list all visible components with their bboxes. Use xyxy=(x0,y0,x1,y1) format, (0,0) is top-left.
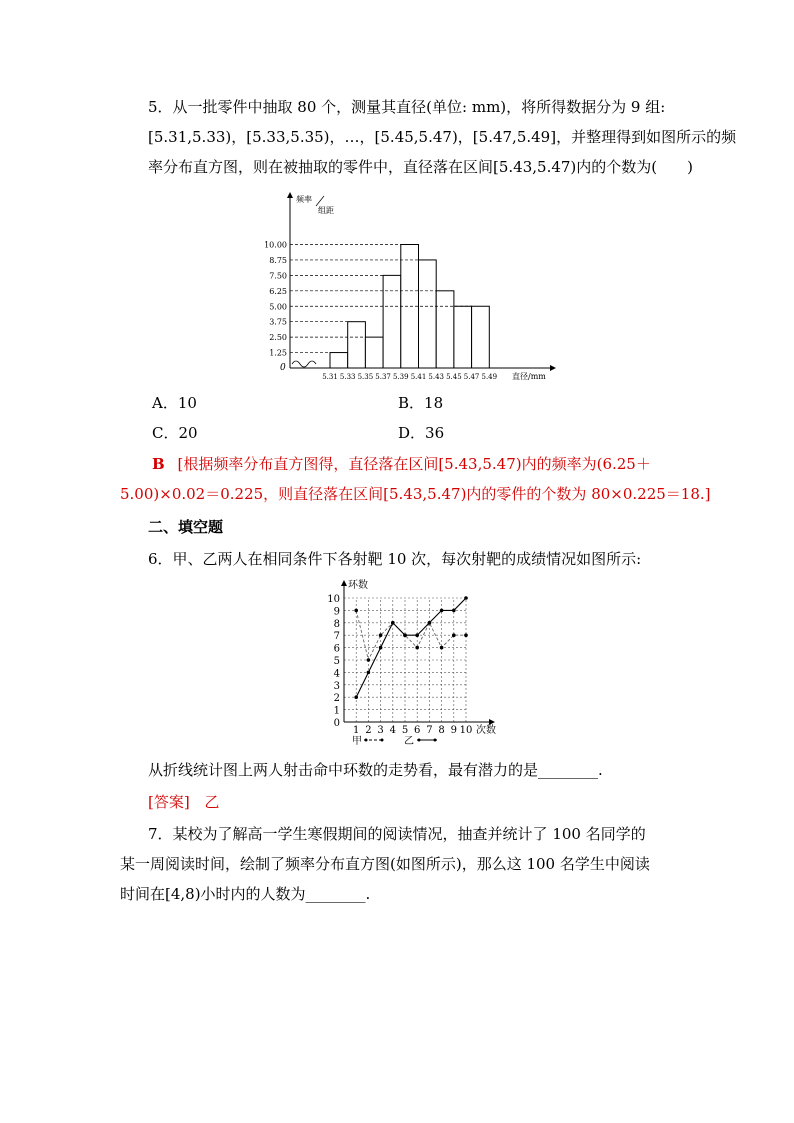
solution-line-1: [根据频率分布直方图得，直径落在区间[5.43,5.47)内的频率为(6.25＋ xyxy=(177,455,651,473)
data-point xyxy=(464,633,468,637)
y-tick-label: 8 xyxy=(333,618,340,630)
x-tick-label: 5.35 xyxy=(357,373,374,381)
y-tick-label: 5.00 xyxy=(269,302,287,312)
y-tick-label: 7.50 xyxy=(269,271,287,281)
x-axis-label: 次数 xyxy=(476,725,496,736)
q6-line-1: 6．甲、乙两人在相同条件下各射靶 10 次，每次射靶的成绩情况如图所示: xyxy=(148,550,642,568)
x-axis-label: 直径/mm xyxy=(512,372,546,381)
option-a: A．10 xyxy=(152,394,197,412)
data-point xyxy=(391,621,395,625)
x-tick-label: 6 xyxy=(414,725,421,736)
y-tick-label: 1 xyxy=(333,705,340,717)
legend-label-yi: 乙 xyxy=(404,736,414,747)
y-axis-label-slash xyxy=(316,196,324,206)
data-point xyxy=(354,609,358,613)
histogram-bar xyxy=(454,306,472,368)
x-tick-label: 7 xyxy=(426,725,433,736)
y-tick-label: 3.75 xyxy=(269,317,287,327)
y-tick-label: 6 xyxy=(333,643,340,655)
histogram-bar xyxy=(472,306,490,368)
solution-line-2: 5.00)×0.02＝0.225，则直径落在区间[5.43,5.47)内的零件的个数为 80×0.225＝18.] xyxy=(120,485,711,503)
x-tick-label: 5 xyxy=(401,725,409,736)
y-tick-label: 7 xyxy=(333,631,340,643)
data-point xyxy=(440,646,444,650)
data-point xyxy=(367,671,371,675)
histogram-chart xyxy=(250,190,560,385)
q5-line-2: [5.31,5.33)，[5.33,5.35)，…，[5.45,5.47)，[5.47,5.49]，并整理得到如图所示的频 xyxy=(148,128,737,146)
y-tick-label: 1.25 xyxy=(269,348,287,358)
x-tick-label: 4 xyxy=(389,725,396,736)
y-tick-label: 8.75 xyxy=(269,255,287,265)
answer-tag: [答案] xyxy=(148,793,190,811)
histogram-bar xyxy=(383,275,401,368)
axis-break xyxy=(292,361,316,367)
y-tick-label: 10.00 xyxy=(264,240,287,250)
data-point xyxy=(428,621,432,625)
q6-line-2: 从折线统计图上两人射击命中环数的走势看，最有潜力的是________. xyxy=(148,761,603,779)
x-tick-label: 5.43 xyxy=(428,373,444,381)
q5-line-3: 率分布直方图，则在被抽取的零件中，直径落在区间[5.43,5.47)内的个数为( ) xyxy=(148,158,693,176)
data-point xyxy=(403,633,407,637)
answer-letter: B xyxy=(152,455,165,473)
x-tick-label: 5.39 xyxy=(393,373,409,381)
histogram-bar xyxy=(436,291,454,368)
histogram-bar xyxy=(419,260,437,368)
y-axis-label-top: 频率 xyxy=(296,195,312,204)
y-tick-label: 2.50 xyxy=(269,333,287,343)
data-point xyxy=(464,596,468,600)
histogram-bar xyxy=(348,322,366,368)
data-point xyxy=(379,633,383,637)
y-axis-arrow xyxy=(341,580,347,586)
x-tick-label: 5.47 xyxy=(463,373,480,381)
data-point xyxy=(354,695,358,699)
x-tick-label: 2 xyxy=(365,725,372,736)
q5-line-1: 5．从一批零件中抽取 80 个，测量其直径(单位: mm)，将所得数据分为 9 组: xyxy=(148,98,666,116)
y-tick-label: 0 xyxy=(333,718,340,729)
y-tick-label: 9 xyxy=(333,606,340,618)
legend-label-jia: 甲 xyxy=(352,736,362,747)
y-tick-label: 5 xyxy=(333,656,340,667)
origin-label: 0 xyxy=(280,363,286,373)
y-tick-label: 4 xyxy=(333,668,340,680)
legend-dot xyxy=(434,739,437,742)
y-tick-label: 3 xyxy=(333,680,340,692)
data-point xyxy=(440,609,444,613)
option-b: B．18 xyxy=(398,394,444,412)
data-point xyxy=(379,646,383,650)
data-point xyxy=(452,633,456,637)
data-point xyxy=(452,609,456,613)
q7-line-2: 某一周阅读时间，绘制了频率分布直方图(如图所示)，那么这 100 名学生中阅读 xyxy=(120,855,650,873)
q6-answer: 乙 xyxy=(204,793,220,811)
x-tick-label: 5.31 xyxy=(322,373,338,381)
y-axis-label-bottom: 组距 xyxy=(318,206,334,215)
y-axis-label: 环数 xyxy=(348,580,368,591)
x-tick-label: 3 xyxy=(377,725,384,736)
y-tick-label: 6.25 xyxy=(269,286,287,296)
q7-line-1: 7．某校为了解高一学生寒假期间的阅读情况，抽查并统计了 100 名同学的 xyxy=(148,825,646,843)
x-axis-arrow xyxy=(550,365,556,371)
option-d: D．36 xyxy=(398,424,445,442)
x-tick-label: 5.49 xyxy=(481,373,498,381)
section-heading: 二、填空题 xyxy=(148,518,224,536)
data-point xyxy=(367,658,371,662)
x-tick-label: 5.45 xyxy=(446,373,462,381)
x-tick-label: 1 xyxy=(353,725,360,736)
histogram-bar xyxy=(330,353,348,368)
x-tick-label: 5.33 xyxy=(339,373,356,381)
x-tick-label: 9 xyxy=(450,725,457,736)
line-chart xyxy=(318,576,508,748)
x-tick-label: 5.37 xyxy=(375,373,391,381)
data-point xyxy=(415,646,419,650)
data-point xyxy=(415,633,419,637)
x-tick-label: 8 xyxy=(438,725,445,736)
x-tick-label: 10 xyxy=(459,725,473,736)
legend-dot xyxy=(381,739,384,742)
legend-dot xyxy=(418,739,421,742)
option-c: C．20 xyxy=(152,424,198,442)
y-axis-arrow xyxy=(287,192,293,198)
histogram-bar xyxy=(365,337,383,368)
y-tick-label: 10 xyxy=(327,594,340,605)
x-tick-label: 5.41 xyxy=(410,373,427,381)
q7-line-3: 时间在[4,8)小时内的人数为________. xyxy=(120,885,371,903)
legend-dot xyxy=(365,739,368,742)
y-tick-label: 2 xyxy=(333,693,340,705)
